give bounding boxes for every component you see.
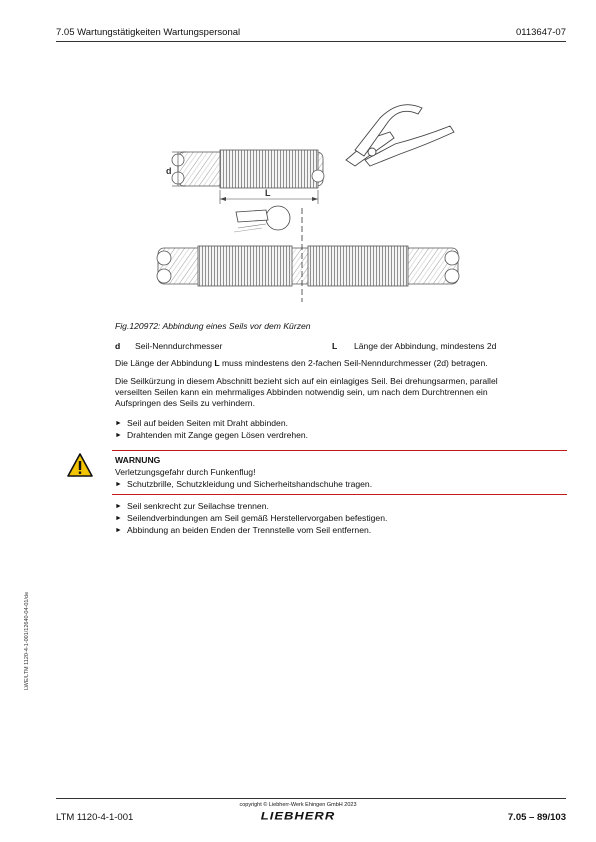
para2-line: verseilten Seilen kann ein mehrmaliges Abbinden notwendig sein, um nach dem Durchtrennen ein (115, 387, 488, 397)
bullet-arrow-icon: ► (115, 503, 122, 510)
label-d: d (166, 166, 172, 176)
header-rule (56, 41, 566, 42)
legend-text-l: Länge der Abbindung, mindestens 2d (354, 341, 497, 351)
upper-rope (172, 150, 324, 188)
bullet-arrow-icon: ► (115, 527, 122, 534)
para1-pre: Die Länge der Abbindung (115, 358, 215, 368)
warning-text: Verletzungsgefahr durch Funkenflug! (115, 467, 256, 477)
side-document-code: LWE/LTM 1120-4-1-001/12640-04-01/de (24, 591, 30, 690)
paragraph-binding-length (115, 358, 560, 369)
warning-step (115, 479, 372, 490)
bullet-arrow-icon: ► (115, 420, 122, 427)
liebherr-logo: LIEBHERR (260, 809, 336, 822)
warning-top-rule (112, 450, 567, 451)
header-section-title: 7.05 Wartungstätigkeiten Wartungspersonal (56, 27, 241, 38)
lower-rope (157, 246, 459, 286)
footer-copyright: copyright © Liebherr-Werk Ehingen GmbH 2023 (239, 802, 357, 808)
paragraph-rope-shortening (115, 376, 560, 409)
step-item (115, 525, 371, 536)
para2-line: Aufspringen des Seils zu verhindern. (115, 398, 255, 408)
header-doc-number: 0113647-07 (515, 27, 566, 38)
legend-key-l: L (332, 341, 338, 351)
label-l: L (265, 188, 271, 198)
step-item (115, 430, 308, 441)
bullet-arrow-icon: ► (115, 432, 122, 439)
para1-bold: L (214, 358, 220, 368)
step-text: Seil senkrecht zur Seilachse trennen. (127, 501, 269, 511)
footer-rule (56, 798, 566, 799)
warning-bottom-rule (112, 494, 567, 495)
figure-caption: Fig.120972: Abbindung eines Seils vor dem Kürzen (115, 321, 311, 331)
wire-cutter-icon (234, 206, 290, 232)
step-text: Seil auf beiden Seiten mit Draht abbinden. (127, 418, 288, 428)
warning-triangle-icon (66, 452, 94, 478)
footer-page-number: 7.05 – 89/103 (507, 812, 566, 823)
legend-key-d: d (115, 341, 121, 351)
step-text: Seilendverbindungen am Seil gemäß Herstellervorgaben befestigen. (127, 513, 388, 523)
pliers-icon (346, 105, 454, 166)
warning-title: WARNUNG (115, 455, 161, 465)
step-text: Schutzbrille, Schutzkleidung und Sicherheitshandschuhe tragen. (127, 479, 373, 489)
footer-model: LTM 1120-4-1-001 (56, 812, 134, 823)
step-item (115, 418, 288, 429)
bullet-arrow-icon: ► (115, 515, 122, 522)
legend-text-d: Seil-Nenndurchmesser (135, 341, 223, 351)
rope-binding-figure (150, 88, 470, 306)
para1-post: muss mindestens den 2-fachen Seil-Nenndurchmesser (2d) betragen. (219, 358, 488, 368)
step-text: Abbindung an beiden Enden der Trennstelle vom Seil entfernen. (127, 525, 372, 535)
step-text: Drahtenden mit Zange gegen Lösen verdrehen. (127, 430, 309, 440)
step-item (115, 513, 387, 524)
step-item (115, 501, 269, 512)
bullet-arrow-icon: ► (115, 481, 122, 488)
para2-line: Die Seilkürzung in diesem Abschnitt bezieht sich auf ein einlagiges Seil. Bei drehungsarmen, parallel (115, 376, 498, 386)
